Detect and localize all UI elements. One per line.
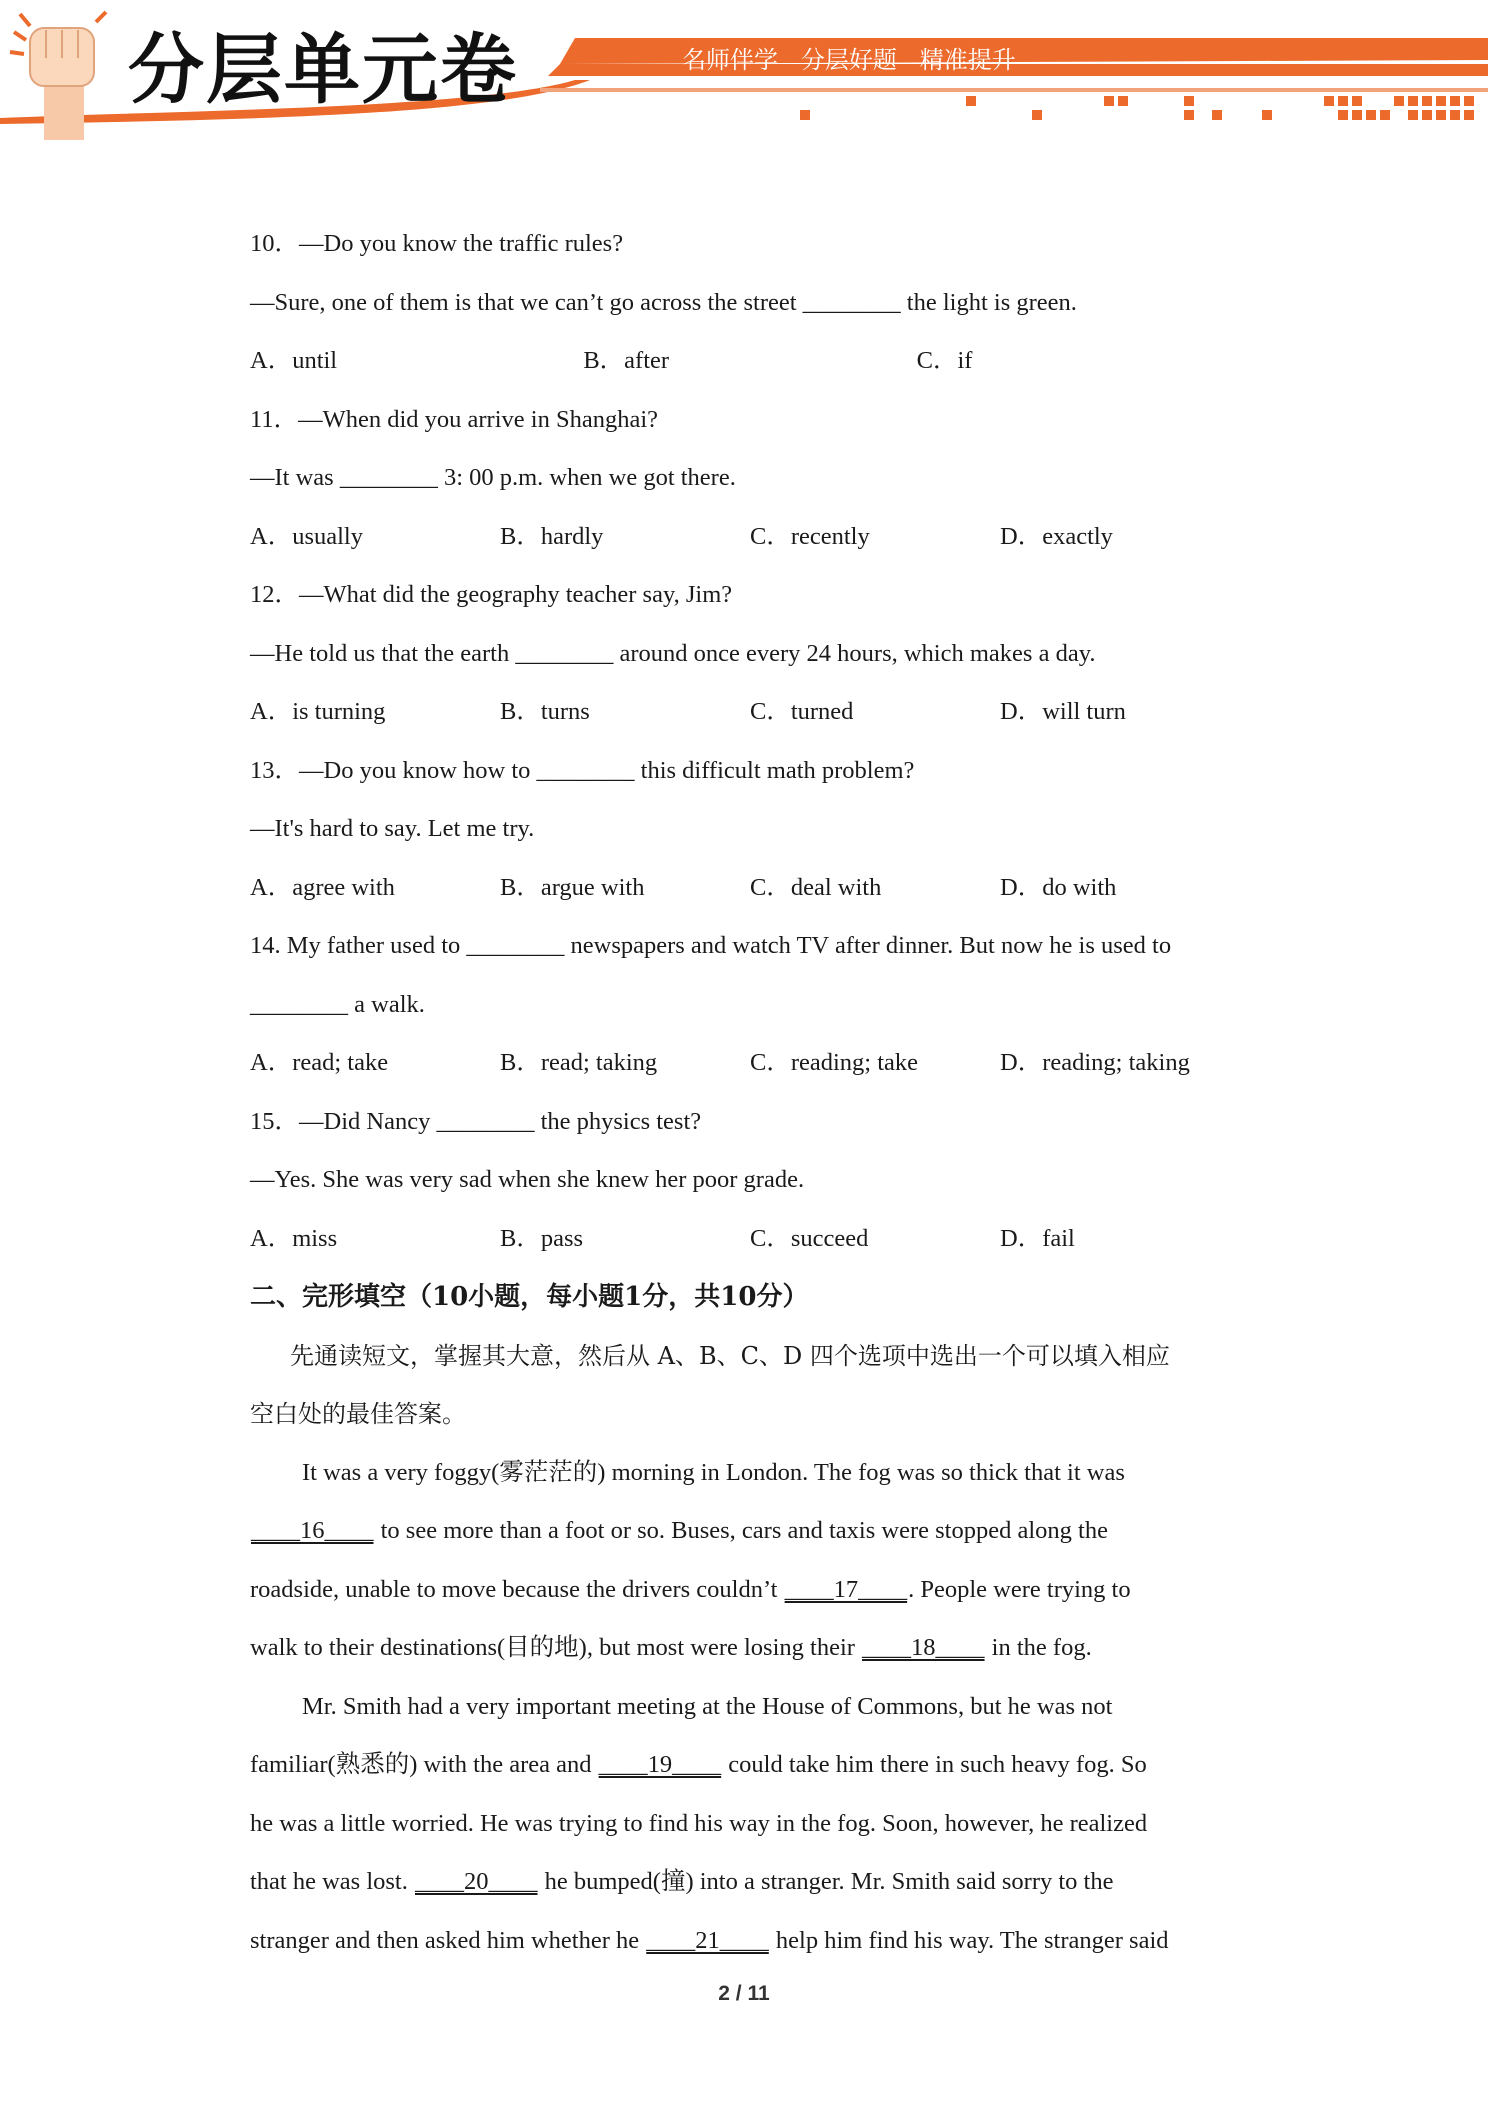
question-10-reply: —Sure, one of them is that we can’t go across the street ________ the light is green. <box>250 288 1077 316</box>
question-12-options <box>250 683 1250 742</box>
question-13-reply: —It's hard to say. Let me try. <box>250 815 535 842</box>
passage-line: walk to their destinations(目的地), but most were losing their ____18____ in the fog. <box>250 1634 1092 1661</box>
page-content <box>250 215 1250 1970</box>
option-d: D．will turn <box>1000 698 1126 725</box>
question-12-stem: 12．—What did the geography teacher say, Jim? <box>250 581 733 608</box>
header-slogan: 名师伴学 分层好题 精准提升 <box>682 46 1016 74</box>
option-a: A．read; take <box>250 1049 389 1076</box>
question-15-options <box>250 1210 1250 1269</box>
option-c: C．reading; take <box>750 1049 919 1076</box>
passage-line: It was a very foggy(雾茫茫的) morning in London. The fog was so thick that it was <box>302 1458 1125 1486</box>
passage-line: stranger and then asked him whether he ____21____ help him find his way. The stranger said <box>250 1926 1169 1954</box>
passage-line: Mr. Smith had a very important meeting at the House of Commons, but he was not <box>302 1692 1113 1720</box>
question-14-stem: 14. My father used to ________ newspapers and watch TV after dinner. But now he is used to <box>250 932 1172 959</box>
option-d: D．reading; taking <box>1000 1049 1190 1076</box>
option-a: A．is turning <box>250 698 386 725</box>
passage-line: familiar(熟悉的) with the area and ____19____ could take him there in such heavy fog. So <box>250 1751 1147 1778</box>
passage-line: he was a little worried. He was trying to find his way in the fog. Soon, however, he realized <box>250 1809 1148 1837</box>
blank-21: ____21____ <box>646 1926 769 1954</box>
question-13-options <box>250 859 1250 918</box>
option-b: B．turns <box>500 698 590 725</box>
option-c: C．if <box>916 347 973 374</box>
passage-line: ____16____ to see more than a foot or so. Buses, cars and taxis were stopped along the <box>251 1517 1108 1544</box>
question-13-stem: 13．—Do you know how to ________ this difficult math problem? <box>250 756 915 784</box>
option-b: B．hardly <box>500 522 604 550</box>
option-c: C．recently <box>750 522 870 550</box>
option-c: C．succeed <box>750 1224 869 1252</box>
option-a: A．agree with <box>250 873 395 901</box>
question-12-reply: —He told us that the earth ________ around once every 24 hours, which makes a day. <box>250 639 1096 667</box>
question-10-stem: 10．—Do you know the traffic rules? <box>250 230 624 257</box>
question-10-options <box>250 332 1250 391</box>
passage-line: that he was lost. ____20____ he bumped(撞) into a stranger. Mr. Smith said sorry to the <box>250 1868 1114 1895</box>
option-c: C．deal with <box>750 873 882 901</box>
blank-20: ____20____ <box>415 1868 538 1895</box>
blank-19: ____19____ <box>598 1751 722 1778</box>
option-b: B．read; taking <box>500 1049 658 1076</box>
question-15-stem: 15．—Did Nancy ________ the physics test? <box>250 1107 702 1135</box>
section-2-instructions: 先通读短文，掌握其大意，然后从 A、B、C、D 四个选项中选出一个可以填入相应 <box>290 1341 1170 1370</box>
option-d: D．exactly <box>1000 522 1113 550</box>
option-a: A．miss <box>250 1224 338 1252</box>
section-2-heading: 二、完形填空（10小题，每小题1分，共10分） <box>250 1282 809 1312</box>
option-d: D．fail <box>1000 1224 1075 1252</box>
question-14-options <box>250 1034 1250 1093</box>
question-11-stem: 11．—When did you arrive in Shanghai? <box>250 405 659 433</box>
blank-17: ____17____ <box>784 1575 908 1603</box>
option-a: A．until <box>250 347 338 374</box>
option-c: C．turned <box>750 698 854 725</box>
blank-16: ____16____ <box>251 1517 374 1544</box>
section-2-instructions-cont: 空白处的最佳答案。 <box>250 1400 466 1428</box>
option-a: A．usually <box>250 522 363 550</box>
option-d: D．do with <box>1000 873 1117 901</box>
option-b: B．pass <box>500 1224 584 1252</box>
question-14-stem-cont: ________ a walk. <box>250 990 425 1018</box>
page-number: 2 / 11 <box>718 1982 770 2005</box>
page-header <box>0 0 1488 150</box>
option-b: B．argue with <box>500 873 645 901</box>
passage-line: roadside, unable to move because the drivers couldn’t ____17____. People were trying to <box>250 1575 1131 1603</box>
question-11-reply: —It was ________ 3: 00 p.m. when we got there. <box>250 464 736 491</box>
question-11-options <box>250 508 1250 567</box>
brand-title: 分层单元卷 <box>128 25 518 114</box>
blank-18: ____18____ <box>862 1634 985 1661</box>
question-15-reply: —Yes. She was very sad when she knew her poor grade. <box>250 1166 805 1193</box>
option-b: B．after <box>583 347 670 374</box>
